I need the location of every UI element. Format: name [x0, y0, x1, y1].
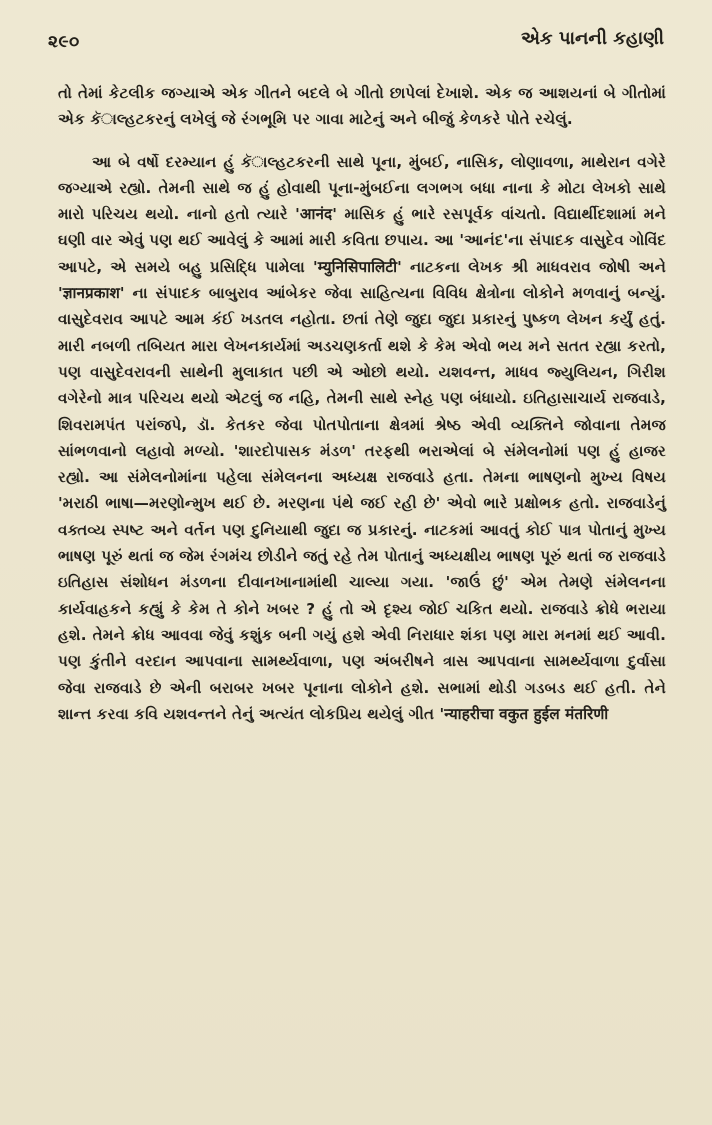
page-number: ૨૯૦: [48, 32, 80, 52]
paragraph-main: આ બે વર્ષો દરમ્યાન હું કૅાલ્હટકરની સાથે પૂના, મુંબઈ, નાસિક, લોણાવળા, માથેરાન વગેરે જગ્યાએ રહ્યો. તેમની સાથે જ હું હોવાથી પૂના-મુંબઈના લગભગ બધા નાના કે મોટા લેખકો સાથે મારો પરિચય થયો. નાનો હતો ત્યારે 'आनंद' માસિક હું ભારે રસપૂર્વક વાંચતો. વિદ્યાર્થીદશામાં મને ઘણી વાર એવું પણ થઈ આવેલું કે આમાં મારી કવિતા છપાય. આ 'આનંદ'ના સંપાદક વાસુદેવ ગોવિંદ આપટે, એ સમયે બહુ પ્રસિદ્ધિ પામેલા 'म्युनिसिपालिटी' નાટકના લેખક શ્રી માધવરાવ જોષી અને 'ज्ञानप्रकाश' ના સંપાદક બાબુરાવ આંબેકર જેવા સાહિત્યના વિવિધ ક્ષેત્રોના લોકોને મળવાનું બન્યું. વાસુદેવરાવ આપટે આમ કંઈ ખડતલ નહોતા. છતાં તેણે જુદા જુદા પ્રકારનું પુષ્કળ લેખન કર્યું હતું. મારી નબળી તબિયત મારા લેખનકાર્યમાં અડચણકર્તા થશે કે કેમ એવો ભય મને સતત રહ્યા કરતો, પણ વાસુદેવરાવની સાથેની મુલાકાત પછી એ ઓછો થયો. યશવન્ત, માધવ જ્યુલિયન, ગિરીશ વગેરેનો માત્ર પરિચય થયો એટલું જ નહિ, તેમની સાથે સ્નેહ પણ બંધાયો. ઇતિહાસાચાર્ય રાજવાડે, શિવરામપંત પરાંજપે, ડૉ. કેતકર જેવા પોતપોતાના ક્ષેત્રમાં શ્રેષ્ઠ એવી વ્યક્તિને જોવાના તેમજ સાંભળવાનો લહાવો મળ્યો. 'શારદોપાસક મંડળ' તરફથી ભરાએલાં બે સંમેલનોમાં પણ હું હાજર રહ્યો. આ સંમેલનોમાંના પહેલા સંમેલનના અધ્યક્ષ રાજવાડે હતા. તેમના ભાષણનો મુખ્ય વિષય 'મરાઠી ભાષા—મરણોન્મુખ થઈ છે. મરણના પંથે જઈ રહી છે' એવો ભારે પ્રક્ષોભક હતો. રાજવાડેનું વક્તવ્ય સ્પષ્ટ અને વર્તન પણ દુનિયાથી જુદા જ પ્રકારનું. નાટકમાં આવતું કોઈ પાત્ર પોતાનું મુખ્ય ભાષણ પૂરું થતાં જ જેમ રંગમંચ છોડીને જતું રહે તેમ પોતાનું અધ્યક્ષીય ભાષણ પૂરું થતાં જ રાજવાડે ઇતિહાસ સંશોધન મંડળના દીવાનખાનામાંથી ચાલ્યા ગયા. 'જાઉં છું' એમ તેમણે સંમેલનના કાર્યવાહકને કહ્યું કે કેમ તે કોને ખબર ? હું તો એ દૃશ્ય જોઈ ચકિત થયો. રાજવાડે ક્રોધે ભરાયા હશે. તેમને ક્રોધ આવવા જેવું કશુંક બની ગયું હશે એવી નિરાધાર શંકા પણ મારા મનમાં થઈ આવી. પણ કુંતીને વરદાન આપવાના સામર્થ્યવાળા, પણ અંબરીષને ત્રાસ આપવાના સામર્થ્યવાળા દુર્વાસા જેવા રાજવાડે છે એની બરાબર ખબર પૂનાના લોકોને હશે. સભામાં થોડી ગડબડ થઈ હતી. તેને શાન્ત કરવા કવિ યશવન્તને તેનું અત્યંત લોકપ્રિય થયેલું ગીત 'न्याहरीचा वकुत हुईल मंतरिणी: [58, 152, 666, 723]
page-header: [48, 26, 664, 56]
paragraph-continuation: તો તેમાં કેટલીક જગ્યાએ એક ગીતને બદલે બે ગીતો છાપેલાં દેખાશે. એક જ આશયનાં બે ગીતોમાં એક કૅાલ્હટકરનું લખેલું જે રંગભૂમિ પર ગાવા માટેનું અને બીજું કેળકરે પોતે રચેલું.: [58, 84, 666, 129]
body-text: [58, 80, 666, 727]
running-title: એક પાનની કહાણી: [520, 28, 664, 49]
